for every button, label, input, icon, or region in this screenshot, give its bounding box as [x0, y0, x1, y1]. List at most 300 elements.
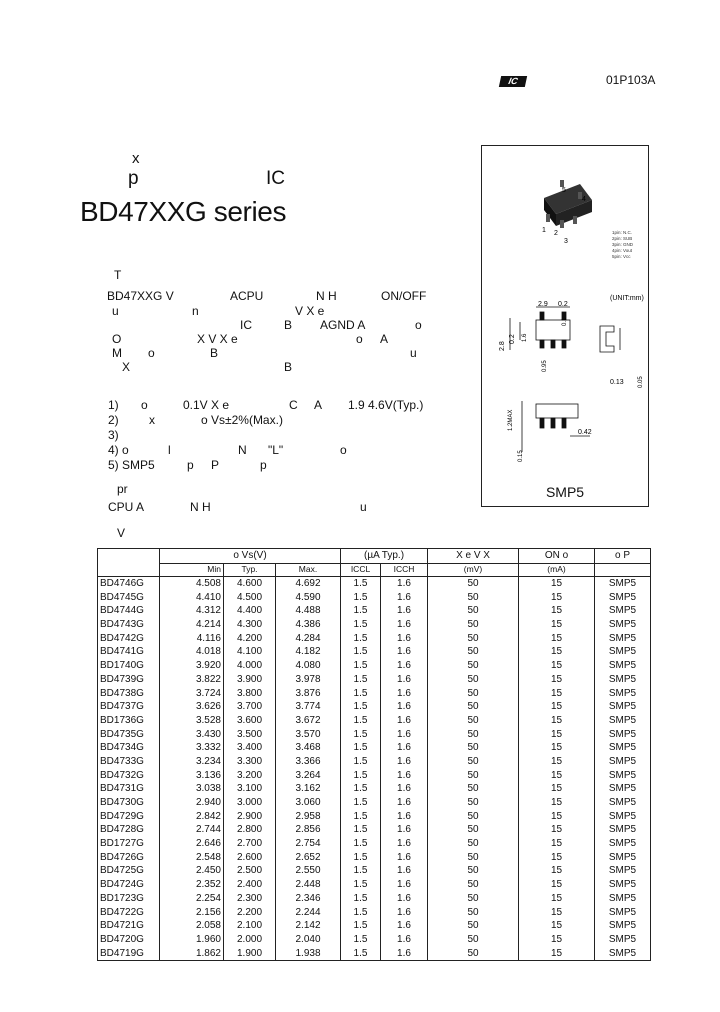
cell-type: BD4734G — [98, 741, 160, 755]
cell-type: BD4721G — [98, 919, 160, 933]
applications-text: N H — [190, 500, 211, 514]
cell-icch: 1.6 — [381, 878, 428, 892]
header-iccl: ICCL — [341, 563, 381, 576]
overview-text: ACPU — [230, 289, 264, 303]
pin-number-label: 5 — [562, 187, 566, 194]
applications-text: CPU A — [108, 500, 145, 514]
cell-package: SMP5 — [595, 919, 651, 933]
cell-vs-min: 2.842 — [160, 809, 224, 823]
cell-hysteresis: 50 — [428, 714, 519, 728]
table-row — [98, 878, 651, 892]
overview-text: ON/OFF — [381, 289, 427, 303]
dimension-label: 0.2 — [509, 334, 516, 344]
cell-vs-max: 3.468 — [276, 741, 341, 755]
cell-hysteresis: 50 — [428, 946, 519, 960]
cell-hysteresis: 50 — [428, 892, 519, 906]
pin-number-label: 2 — [554, 230, 558, 237]
cell-icch: 1.6 — [381, 919, 428, 933]
cell-hysteresis: 50 — [428, 782, 519, 796]
table-row — [98, 768, 651, 782]
cell-vs-min: 4.312 — [160, 604, 224, 618]
cell-vs-min: 2.450 — [160, 864, 224, 878]
overview-text: IC — [240, 318, 252, 332]
cell-iccl: 1.5 — [341, 892, 381, 906]
cell-iccl: 1.5 — [341, 604, 381, 618]
cell-vs-max: 4.692 — [276, 576, 341, 590]
feature-text: N — [238, 443, 247, 457]
cell-icch: 1.6 — [381, 892, 428, 906]
header-type — [98, 549, 160, 577]
cell-hysteresis: 50 — [428, 933, 519, 947]
table-row — [98, 892, 651, 906]
overview-heading: T — [114, 268, 122, 282]
feature-text: C — [289, 398, 298, 412]
cell-vs-max: 3.264 — [276, 768, 341, 782]
cell-icch: 1.6 — [381, 850, 428, 864]
cell-vs-min: 1.862 — [160, 946, 224, 960]
overview-text: B — [284, 318, 293, 332]
cell-vs-typ: 2.200 — [224, 905, 276, 919]
cell-icch: 1.6 — [381, 700, 428, 714]
cell-vs-typ: 2.000 — [224, 933, 276, 947]
cell-vs-max: 2.958 — [276, 809, 341, 823]
cell-on-current: 15 — [519, 782, 595, 796]
cell-vs-typ: 2.600 — [224, 850, 276, 864]
overview-text: AGND A — [320, 318, 366, 332]
overview-text: N H — [316, 289, 337, 303]
cell-vs-typ: 2.100 — [224, 919, 276, 933]
cell-iccl: 1.5 — [341, 809, 381, 823]
cell-vs-typ: 4.400 — [224, 604, 276, 618]
applications-text: u — [360, 500, 367, 514]
feature-text: x — [149, 413, 155, 427]
cell-type: BD4735G — [98, 727, 160, 741]
cell-icch: 1.6 — [381, 727, 428, 741]
cell-type: BD1736G — [98, 714, 160, 728]
cell-vs-max: 2.652 — [276, 850, 341, 864]
cell-iccl: 1.5 — [341, 864, 381, 878]
package-name: SMP5 — [545, 484, 585, 500]
dimension-label: 0.15 — [518, 450, 524, 462]
pin-number-label: 4 — [582, 196, 586, 203]
table-row — [98, 727, 651, 741]
cell-package: SMP5 — [595, 576, 651, 590]
cell-vs-max: 3.570 — [276, 727, 341, 741]
overview-text: B — [210, 346, 219, 360]
cell-icch: 1.6 — [381, 864, 428, 878]
cell-vs-min: 4.508 — [160, 576, 224, 590]
cell-vs-max: 1.938 — [276, 946, 341, 960]
cell-vs-typ: 3.700 — [224, 700, 276, 714]
cell-vs-max: 2.754 — [276, 837, 341, 851]
cell-on-current: 15 — [519, 590, 595, 604]
cell-package: SMP5 — [595, 645, 651, 659]
title-line-2a: p — [128, 168, 139, 189]
cell-package: SMP5 — [595, 618, 651, 632]
cell-type: BD4732G — [98, 768, 160, 782]
cell-type: BD4731G — [98, 782, 160, 796]
cell-vs-max: 3.366 — [276, 755, 341, 769]
lineup-table — [97, 548, 651, 961]
cell-on-current: 15 — [519, 576, 595, 590]
cell-hysteresis: 50 — [428, 659, 519, 673]
cell-hysteresis: 50 — [428, 631, 519, 645]
cell-package: SMP5 — [595, 809, 651, 823]
cell-iccl: 1.5 — [341, 782, 381, 796]
table-row — [98, 714, 651, 728]
unit-label: (UNIT:mm) — [610, 295, 644, 302]
cell-on-current: 15 — [519, 823, 595, 837]
overview-text: A — [380, 332, 389, 346]
cell-vs-max: 4.386 — [276, 618, 341, 632]
feature-text: l — [168, 443, 171, 457]
cell-on-current: 15 — [519, 933, 595, 947]
cell-iccl: 1.5 — [341, 946, 381, 960]
cell-type: BD4726G — [98, 850, 160, 864]
overview-text: X V X e — [197, 332, 238, 346]
feature-text: 4) o — [108, 443, 129, 457]
cell-package: SMP5 — [595, 905, 651, 919]
cell-type: BD4720G — [98, 933, 160, 947]
cell-package: SMP5 — [595, 933, 651, 947]
cell-hysteresis: 50 — [428, 919, 519, 933]
cell-vs-max: 3.060 — [276, 796, 341, 810]
cell-vs-max: 3.774 — [276, 700, 341, 714]
cell-vs-max: 2.040 — [276, 933, 341, 947]
cell-iccl: 1.5 — [341, 850, 381, 864]
cell-vs-typ: 2.900 — [224, 809, 276, 823]
cell-icch: 1.6 — [381, 618, 428, 632]
cell-vs-typ: 4.000 — [224, 659, 276, 673]
cell-vs-max: 4.590 — [276, 590, 341, 604]
cell-hysteresis: 50 — [428, 905, 519, 919]
cell-icch: 1.6 — [381, 823, 428, 837]
table-row — [98, 823, 651, 837]
cell-icch: 1.6 — [381, 837, 428, 851]
cell-iccl: 1.5 — [341, 631, 381, 645]
cell-on-current: 15 — [519, 686, 595, 700]
cell-iccl: 1.5 — [341, 659, 381, 673]
cell-package: SMP5 — [595, 755, 651, 769]
cell-vs-typ: 3.200 — [224, 768, 276, 782]
table-row — [98, 850, 651, 864]
dimension-label: 0.95 — [542, 360, 548, 372]
cell-vs-typ: 4.100 — [224, 645, 276, 659]
cell-icch: 1.6 — [381, 604, 428, 618]
table-row — [98, 604, 651, 618]
dimension-label: 0.2 — [558, 301, 568, 308]
cell-on-current: 15 — [519, 714, 595, 728]
cell-vs-typ: 2.300 — [224, 892, 276, 906]
cell-vs-max: 4.488 — [276, 604, 341, 618]
top-view-drawing — [510, 307, 570, 350]
cell-type: BD4742G — [98, 631, 160, 645]
pin-assignment-list — [612, 230, 634, 259]
table-row — [98, 864, 651, 878]
cell-vs-min: 4.410 — [160, 590, 224, 604]
cell-on-current: 15 — [519, 892, 595, 906]
cell-package: SMP5 — [595, 673, 651, 687]
cell-vs-min: 1.960 — [160, 933, 224, 947]
cell-vs-typ: 3.900 — [224, 673, 276, 687]
cell-vs-min: 4.018 — [160, 645, 224, 659]
cell-on-current: 15 — [519, 837, 595, 851]
cell-vs-typ: 2.800 — [224, 823, 276, 837]
table-row — [98, 796, 651, 810]
cell-package: SMP5 — [595, 850, 651, 864]
brand-logo: IC — [499, 76, 527, 87]
cell-iccl: 1.5 — [341, 796, 381, 810]
title-line-2b: IC — [266, 168, 285, 189]
cell-vs-typ: 2.700 — [224, 837, 276, 851]
cell-vs-max: 2.448 — [276, 878, 341, 892]
cell-iccl: 1.5 — [341, 768, 381, 782]
cell-vs-max: 3.876 — [276, 686, 341, 700]
dimension-label: 2.9 — [538, 301, 548, 308]
cell-package: SMP5 — [595, 686, 651, 700]
cell-package: SMP5 — [595, 659, 651, 673]
cell-type: BD1723G — [98, 892, 160, 906]
header-hysteresis: X e V X — [428, 549, 519, 564]
cell-icch: 1.6 — [381, 796, 428, 810]
cell-vs-max: 4.284 — [276, 631, 341, 645]
cell-icch: 1.6 — [381, 590, 428, 604]
cell-on-current: 15 — [519, 768, 595, 782]
table-row — [98, 700, 651, 714]
cell-package: SMP5 — [595, 864, 651, 878]
cell-vs-max: 2.142 — [276, 919, 341, 933]
table-row — [98, 837, 651, 851]
feature-text: o — [340, 443, 347, 457]
header-max: Max. — [276, 563, 341, 576]
cell-hysteresis: 50 — [428, 727, 519, 741]
overview-text: X — [122, 360, 131, 374]
cell-vs-min: 3.038 — [160, 782, 224, 796]
cell-icch: 1.6 — [381, 905, 428, 919]
cell-icch: 1.6 — [381, 946, 428, 960]
cell-package: SMP5 — [595, 604, 651, 618]
cell-vs-min: 3.626 — [160, 700, 224, 714]
cell-hysteresis: 50 — [428, 755, 519, 769]
cell-vs-max: 2.244 — [276, 905, 341, 919]
cell-on-current: 15 — [519, 864, 595, 878]
overview-text: BD47XXG V — [107, 289, 174, 303]
overview-text: u — [112, 304, 119, 318]
cell-icch: 1.6 — [381, 673, 428, 687]
cell-vs-min: 3.234 — [160, 755, 224, 769]
cell-type: BD4743G — [98, 618, 160, 632]
overview-text: M — [112, 346, 122, 360]
cell-vs-typ: 3.100 — [224, 782, 276, 796]
cell-iccl: 1.5 — [341, 837, 381, 851]
cell-iccl: 1.5 — [341, 755, 381, 769]
dimension-label: 1.6 — [522, 333, 528, 342]
overview-text: u — [410, 346, 417, 360]
cell-icch: 1.6 — [381, 714, 428, 728]
cell-hysteresis: 50 — [428, 809, 519, 823]
cell-type: BD4729G — [98, 809, 160, 823]
cell-type: BD4745G — [98, 590, 160, 604]
cell-package: SMP5 — [595, 823, 651, 837]
cell-vs-min: 2.058 — [160, 919, 224, 933]
cell-iccl: 1.5 — [341, 700, 381, 714]
cell-vs-min: 3.136 — [160, 768, 224, 782]
applications-heading: pr — [117, 482, 128, 496]
cell-type: BD4733G — [98, 755, 160, 769]
header-typ: Typ. — [224, 563, 276, 576]
header-icch: ICCH — [381, 563, 428, 576]
cell-package: SMP5 — [595, 878, 651, 892]
feature-text: p — [187, 458, 194, 472]
feature-text: o — [141, 398, 148, 412]
feature-text: p — [260, 458, 267, 472]
cell-iccl: 1.5 — [341, 590, 381, 604]
cell-hysteresis: 50 — [428, 768, 519, 782]
cell-iccl: 1.5 — [341, 905, 381, 919]
feature-text: 1) — [108, 398, 119, 412]
cell-on-current: 15 — [519, 659, 595, 673]
cell-type: BD4730G — [98, 796, 160, 810]
cell-vs-max: 4.080 — [276, 659, 341, 673]
feature-text: A — [314, 398, 323, 412]
cell-icch: 1.6 — [381, 809, 428, 823]
cell-package: SMP5 — [595, 782, 651, 796]
table-row — [98, 673, 651, 687]
pin-assignment: 2pin: SUB — [612, 236, 633, 241]
cell-on-current: 15 — [519, 796, 595, 810]
cell-on-current: 15 — [519, 673, 595, 687]
table-row — [98, 782, 651, 796]
cell-iccl: 1.5 — [341, 919, 381, 933]
feature-text: o Vs±2%(Max.) — [201, 413, 283, 427]
cell-vs-typ: 3.800 — [224, 686, 276, 700]
cell-iccl: 1.5 — [341, 673, 381, 687]
cell-vs-typ: 3.400 — [224, 741, 276, 755]
table-header-row — [98, 549, 651, 564]
overview-text: V X e — [295, 304, 325, 318]
overview-text: o — [415, 318, 422, 332]
cell-package: SMP5 — [595, 892, 651, 906]
cell-vs-max: 2.346 — [276, 892, 341, 906]
cell-type: BD4725G — [98, 864, 160, 878]
cell-hysteresis: 50 — [428, 590, 519, 604]
cell-type: BD4719G — [98, 946, 160, 960]
cell-on-current: 15 — [519, 850, 595, 864]
cell-vs-min: 2.646 — [160, 837, 224, 851]
cell-hysteresis: 50 — [428, 576, 519, 590]
cell-on-current: 15 — [519, 946, 595, 960]
overview-text: O — [112, 332, 122, 346]
pin-number-label: 1 — [542, 227, 546, 234]
cell-type: BD4722G — [98, 905, 160, 919]
side-view-drawing — [600, 326, 620, 352]
cell-icch: 1.6 — [381, 782, 428, 796]
title-line-1: x — [132, 150, 140, 167]
cell-vs-typ: 2.500 — [224, 864, 276, 878]
cell-vs-min: 2.744 — [160, 823, 224, 837]
cell-on-current: 15 — [519, 727, 595, 741]
cell-vs-min: 2.548 — [160, 850, 224, 864]
package-drawing-panel — [481, 145, 649, 507]
cell-vs-min: 4.214 — [160, 618, 224, 632]
table-row — [98, 809, 651, 823]
cell-vs-typ: 4.200 — [224, 631, 276, 645]
cell-icch: 1.6 — [381, 755, 428, 769]
cell-iccl: 1.5 — [341, 576, 381, 590]
cell-iccl: 1.5 — [341, 741, 381, 755]
pin-number-label: 3 — [564, 238, 568, 245]
package-outline-drawing — [482, 146, 648, 476]
cell-on-current: 15 — [519, 741, 595, 755]
cell-package: SMP5 — [595, 631, 651, 645]
cell-icch: 1.6 — [381, 576, 428, 590]
cell-on-current: 15 — [519, 905, 595, 919]
cell-package: SMP5 — [595, 946, 651, 960]
header-package: o P — [595, 549, 651, 564]
pin-assignment: 3pin: GND — [612, 242, 634, 247]
table-row — [98, 618, 651, 632]
lineup-heading: V — [117, 526, 126, 540]
cell-icch: 1.6 — [381, 659, 428, 673]
cell-type: BD4746G — [98, 576, 160, 590]
table-row — [98, 590, 651, 604]
cell-vs-min: 4.116 — [160, 631, 224, 645]
cell-icch: 1.6 — [381, 933, 428, 947]
cell-vs-min: 3.332 — [160, 741, 224, 755]
cell-iccl: 1.5 — [341, 878, 381, 892]
cell-vs-min: 2.940 — [160, 796, 224, 810]
cell-vs-min: 3.822 — [160, 673, 224, 687]
cell-package: SMP5 — [595, 796, 651, 810]
cell-vs-min: 2.254 — [160, 892, 224, 906]
cell-iccl: 1.5 — [341, 714, 381, 728]
overview-text: n — [192, 304, 199, 318]
header-current: (µA Typ.) — [341, 549, 428, 564]
pin-assignment: 4pin: Vout — [612, 248, 633, 253]
cell-iccl: 1.5 — [341, 645, 381, 659]
cell-vs-min: 2.352 — [160, 878, 224, 892]
cell-hysteresis: 50 — [428, 686, 519, 700]
cell-hysteresis: 50 — [428, 673, 519, 687]
cell-vs-typ: 3.500 — [224, 727, 276, 741]
cell-package: SMP5 — [595, 837, 651, 851]
cell-type: BD1740G — [98, 659, 160, 673]
cell-vs-typ: 3.600 — [224, 714, 276, 728]
cell-iccl: 1.5 — [341, 686, 381, 700]
cell-vs-max: 2.856 — [276, 823, 341, 837]
cell-on-current: 15 — [519, 878, 595, 892]
cell-iccl: 1.5 — [341, 823, 381, 837]
cell-on-current: 15 — [519, 604, 595, 618]
cell-vs-typ: 4.600 — [224, 576, 276, 590]
cell-on-current: 15 — [519, 631, 595, 645]
feature-text: 2) — [108, 413, 119, 427]
lineup-table-body — [98, 576, 651, 960]
document-number: 01P103A — [606, 73, 656, 87]
cell-hysteresis: 50 — [428, 823, 519, 837]
cell-iccl: 1.5 — [341, 618, 381, 632]
table-row — [98, 631, 651, 645]
table-row — [98, 919, 651, 933]
table-row — [98, 946, 651, 960]
cell-iccl: 1.5 — [341, 727, 381, 741]
cell-vs-max: 3.672 — [276, 714, 341, 728]
cell-hysteresis: 50 — [428, 850, 519, 864]
pin-assignment: 5pin: Vcc — [612, 254, 631, 259]
header-on-current: ON o — [519, 549, 595, 564]
cell-package: SMP5 — [595, 727, 651, 741]
cell-type: BD4724G — [98, 878, 160, 892]
